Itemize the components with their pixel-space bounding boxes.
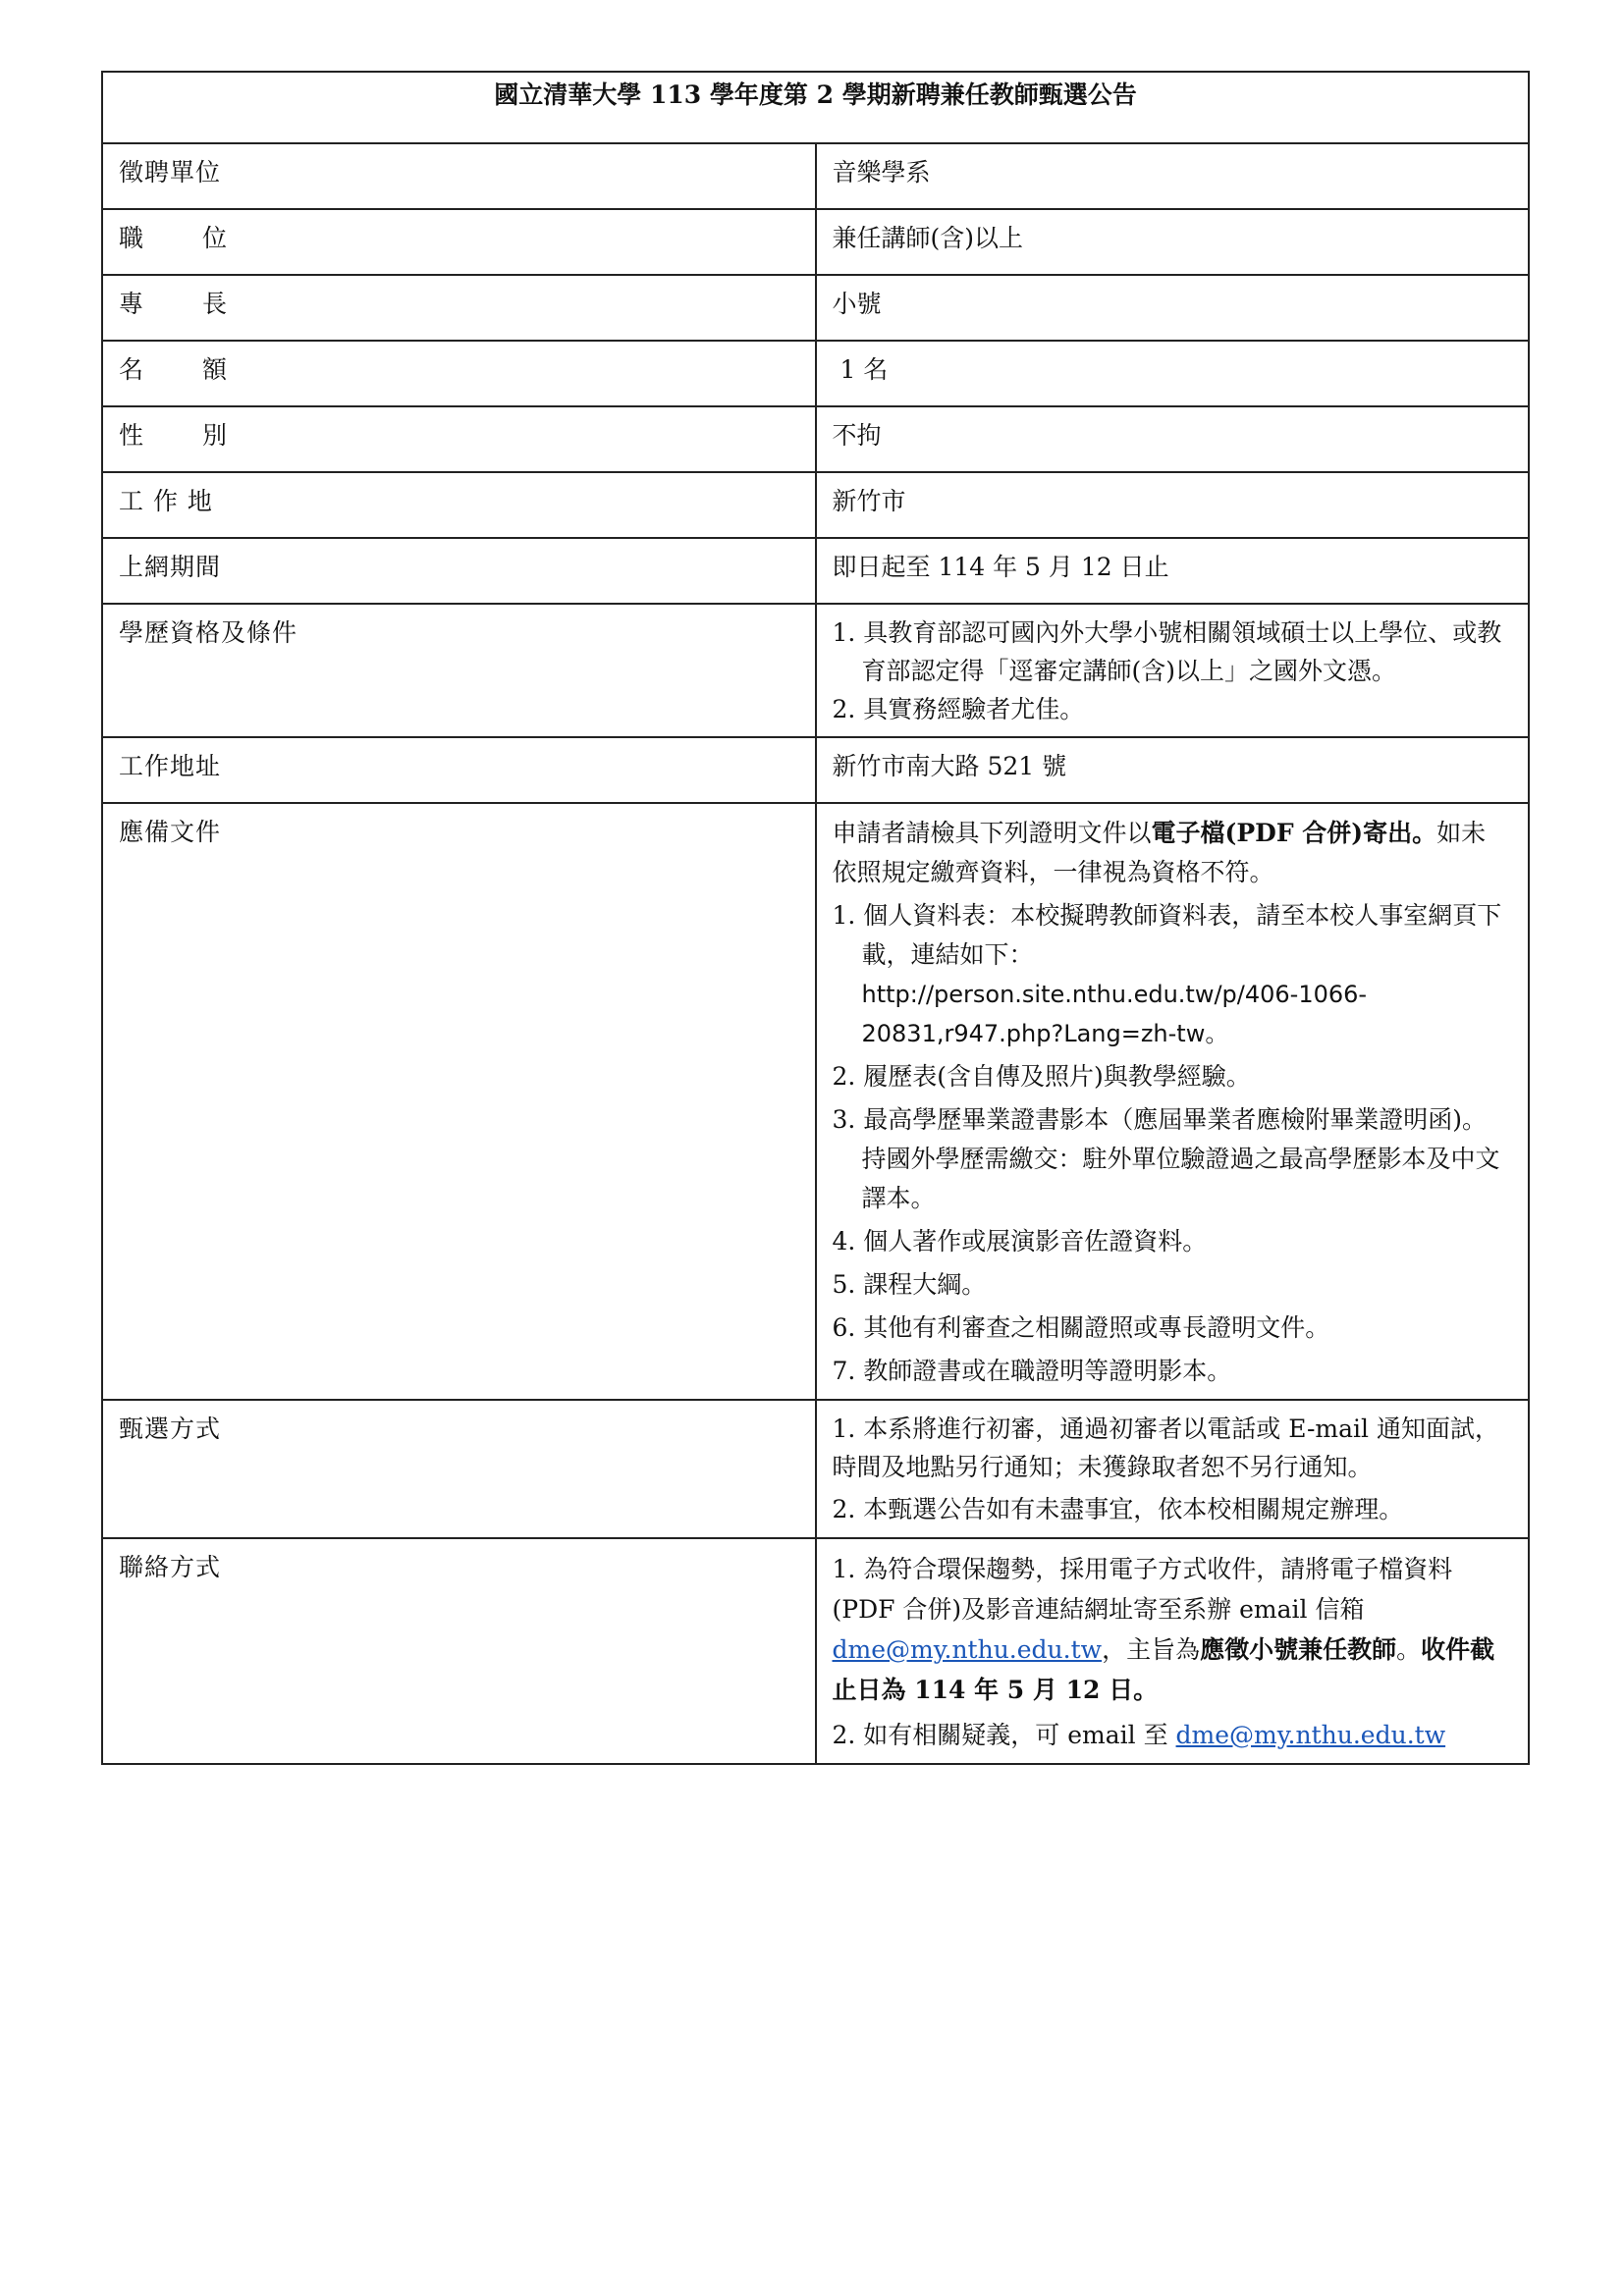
period-label: 上網期間 bbox=[102, 538, 816, 604]
documents-intro: 申請者請檢具下列證明文件以電子檔(PDF 合併)寄出。如未依照規定繳齊資料，一律視為資格不符。 bbox=[832, 819, 1487, 887]
document-item-4: 4. 個人著作或展演影音佐證資料。 bbox=[832, 1227, 1208, 1256]
row-period bbox=[102, 538, 1529, 604]
documents-label: 應備文件 bbox=[102, 803, 816, 1400]
location-label: 工 作 地 bbox=[102, 472, 816, 538]
notice-table bbox=[101, 71, 1530, 1765]
contact-value bbox=[816, 1538, 1530, 1764]
contact-item-2: 2. 如有相關疑義，可 email 至 dme@my.nthu.edu.tw bbox=[832, 1720, 1446, 1749]
unit-label: 徵聘單位 bbox=[102, 143, 816, 209]
contact-label: 聯絡方式 bbox=[102, 1538, 816, 1764]
qualifications-value bbox=[816, 604, 1530, 737]
address-label: 工作地址 bbox=[102, 737, 816, 803]
document-item-1: 1. 個人資料表：本校擬聘教師資料表，請至本校人事室網頁下載，連結如下： http://person.site.nthu.edu.tw/p/406-1066-20831,r947.php?Lang=zh-tw。 bbox=[832, 901, 1502, 1048]
qualifications-label: 學歷資格及條件 bbox=[102, 604, 816, 737]
specialty-value: 小號 bbox=[816, 275, 1530, 341]
page-title: 國立清華大學 113 學年度第 2 學期新聘兼任教師甄選公告 bbox=[102, 72, 1529, 143]
quota-label: 名 額 bbox=[102, 341, 816, 406]
document-item-7: 7. 教師證書或在職證明等證明影本。 bbox=[832, 1357, 1232, 1386]
location-value: 新竹市 bbox=[816, 472, 1530, 538]
address-value: 新竹市南大路 521 號 bbox=[816, 737, 1530, 803]
row-selection bbox=[102, 1400, 1529, 1537]
unit-value: 音樂學系 bbox=[816, 143, 1530, 209]
row-position bbox=[102, 209, 1529, 275]
quota-value: 1 名 bbox=[816, 341, 1530, 406]
document-item-2: 2. 履歷表(含自傳及照片)與教學經驗。 bbox=[832, 1062, 1251, 1092]
row-quota bbox=[102, 341, 1529, 406]
selection-item-1: 1. 本系將進行初審，通過初審者以電話或 E-mail 通知面試，時間及地點另行通知；未獲錄取者恕不另行通知。 bbox=[832, 1415, 1499, 1481]
qualification-item-1: 1. 具教育部認可國內外大學小號相關領域碩士以上學位、或教育部認定得「逕審定講師(含)以上」之國外文憑。 bbox=[832, 618, 1502, 685]
row-address bbox=[102, 737, 1529, 803]
row-contact bbox=[102, 1538, 1529, 1764]
notice-document bbox=[101, 71, 1530, 1765]
row-specialty bbox=[102, 275, 1529, 341]
selection-item-2: 2. 本甄選公告如有未盡事宜，依本校相關規定辦理。 bbox=[832, 1494, 1404, 1523]
personnel-form-url: http://person.site.nthu.edu.tw/p/406-1066-20831,r947.php?Lang=zh-tw。 bbox=[861, 981, 1368, 1048]
document-item-5: 5. 課程大綱。 bbox=[832, 1270, 987, 1300]
email-link[interactable]: dme@my.nthu.edu.tw bbox=[832, 1635, 1103, 1664]
row-unit bbox=[102, 143, 1529, 209]
documents-value bbox=[816, 803, 1530, 1400]
gender-value: 不拘 bbox=[816, 406, 1530, 472]
position-label: 職 位 bbox=[102, 209, 816, 275]
row-gender bbox=[102, 406, 1529, 472]
gender-label: 性 別 bbox=[102, 406, 816, 472]
document-item-6: 6. 其他有利審查之相關證照或專長證明文件。 bbox=[832, 1313, 1330, 1343]
row-qualifications bbox=[102, 604, 1529, 737]
specialty-label: 專 長 bbox=[102, 275, 816, 341]
contact-item-1: 1. 為符合環保趨勢，採用電子方式收件，請將電子檔資料(PDF 合併)及影音連結網址寄至系辦 email 信箱 dme@my.nthu.edu.tw，主旨為應徵小號兼任教師。收件截止日為 114 年 5 月 12 日。 bbox=[832, 1554, 1495, 1705]
selection-value bbox=[816, 1400, 1530, 1537]
position-value: 兼任講師(含)以上 bbox=[816, 209, 1530, 275]
row-location bbox=[102, 472, 1529, 538]
email-link-2[interactable]: dme@my.nthu.edu.tw bbox=[1175, 1720, 1446, 1749]
qualification-item-2: 2. 具實務經驗者尤佳。 bbox=[832, 694, 1085, 723]
document-item-3: 3. 最高學歷畢業證書影本（應屆畢業者應檢附畢業證明函)。持國外學歷需繳交：駐外單位驗證過之最高學歷影本及中文譯本。 bbox=[832, 1105, 1500, 1213]
selection-label: 甄選方式 bbox=[102, 1400, 816, 1537]
period-value: 即日起至 114 年 5 月 12 日止 bbox=[816, 538, 1530, 604]
row-documents bbox=[102, 803, 1529, 1400]
